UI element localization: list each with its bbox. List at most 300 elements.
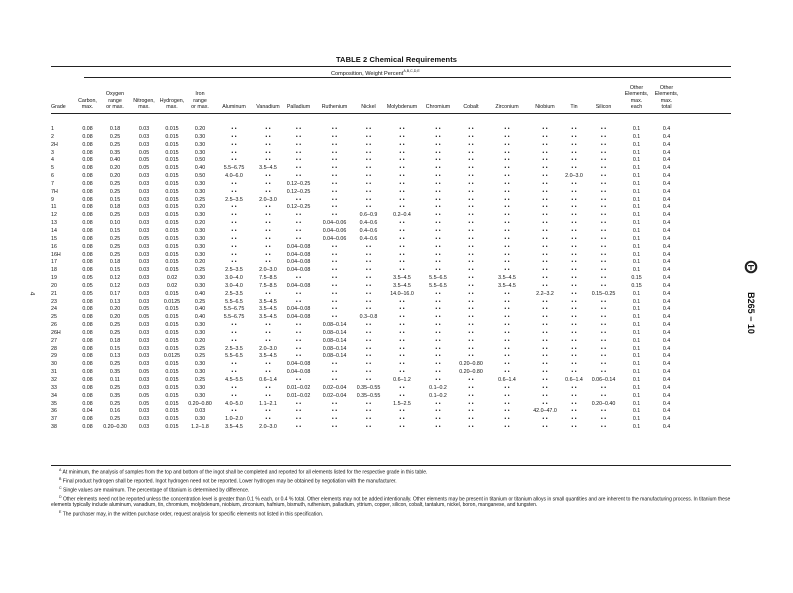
cell-palladium: • •: [295, 424, 302, 431]
cell-zirconium: • •: [504, 384, 510, 391]
cell-cobalt: • •: [468, 416, 474, 423]
cell-nickel: • •: [365, 424, 372, 431]
cell-zirconium: • •: [504, 188, 510, 195]
cell-silicon: • •: [600, 329, 607, 336]
cell-palladium: 0.12–0.25: [286, 188, 311, 195]
cell-other-each: 0.15: [631, 275, 642, 282]
cell-carbon: 0.08: [82, 196, 93, 203]
table-row: [51, 338, 682, 346]
cell-ruthenium: • •: [331, 180, 338, 187]
cell-ruthenium: • •: [331, 416, 338, 423]
cell-nitrogen: 0.03: [138, 126, 150, 132]
composition-rule: [84, 77, 731, 78]
column-header-line: Tin: [570, 104, 578, 111]
cell-carbon: 0.08: [82, 369, 93, 376]
cell-nitrogen: 0.03: [138, 424, 150, 431]
cell-grade: 21: [51, 290, 57, 297]
cell-niobium: • •: [542, 400, 548, 407]
cell-iron: 0.25: [194, 196, 206, 203]
cell-ruthenium: • •: [331, 141, 338, 148]
cell-ruthenium: • •: [331, 369, 338, 376]
cell-aluminum: 4.0–5.0: [225, 400, 243, 407]
cell-grade: 26: [51, 322, 57, 329]
cell-grade: 37: [51, 416, 57, 423]
cell-silicon: • •: [600, 149, 607, 156]
cell-molybdenum: • •: [399, 267, 405, 274]
cell-ruthenium: • •: [331, 314, 338, 321]
cell-zirconium: 3.5–4.5: [498, 275, 516, 282]
cell-nitrogen: 0.05: [138, 149, 150, 156]
column-header-line: max.: [630, 97, 643, 104]
column-header-line: Elements,: [654, 91, 679, 98]
cell-vanadium: • •: [265, 259, 271, 266]
cell-iron: 0.20: [194, 259, 206, 266]
cell-vanadium: • •: [265, 235, 271, 242]
cell-other-total: 0.4: [662, 204, 671, 211]
cell-silicon: • •: [600, 384, 607, 391]
footnote-text: Final product hydrogen shall be reported. Ingot hydrogen need not be reported. Lower hydrogen may be obtained by negotiation with the manufacturer.: [61, 478, 397, 485]
cell-nickel: 0.4–0.6: [359, 235, 378, 242]
table-row: [51, 189, 682, 197]
cell-nitrogen: 0.05: [138, 165, 150, 172]
cell-hydrogen: 0.015: [165, 165, 179, 172]
footnote-mark: E: [59, 509, 62, 514]
cell-chromium: • •: [435, 220, 441, 227]
table-row: [51, 157, 682, 165]
cell-nitrogen: 0.03: [138, 361, 150, 368]
cell-nickel: • •: [365, 204, 372, 211]
cell-cobalt: 0.20–0.80: [459, 369, 483, 376]
cell-other-total: 0.4: [662, 196, 671, 203]
cell-cobalt: • •: [468, 314, 474, 321]
cell-tin: • •: [571, 337, 577, 344]
table-row: [51, 369, 682, 377]
cell-grade: 36: [51, 408, 57, 415]
cell-niobium: • •: [542, 361, 548, 368]
cell-cobalt: • •: [468, 173, 474, 180]
cell-grade: 7H: [51, 188, 58, 195]
cell-silicon: • •: [600, 298, 607, 305]
cell-nickel: • •: [365, 251, 372, 258]
cell-ruthenium: • •: [331, 204, 338, 211]
cell-niobium: • •: [542, 141, 548, 148]
cell-chromium: • •: [435, 369, 441, 376]
cell-molybdenum: • •: [399, 188, 405, 195]
astm-logo-icon: [744, 260, 758, 274]
cell-niobium: • •: [542, 314, 548, 321]
cell-nickel: • •: [365, 408, 372, 415]
cell-aluminum: 3.0–4.0: [225, 275, 243, 282]
cell-vanadium: • •: [265, 322, 271, 329]
cell-ruthenium: • •: [331, 290, 338, 297]
cell-iron: 0.30: [194, 141, 206, 148]
cell-palladium: • •: [295, 227, 302, 234]
cell-molybdenum: • •: [399, 314, 405, 321]
cell-chromium: • •: [435, 243, 441, 250]
cell-oxygen: 0.25: [109, 180, 121, 187]
table-row: [51, 393, 682, 401]
cell-niobium: • •: [542, 377, 548, 383]
cell-tin: • •: [571, 259, 577, 266]
cell-grade: 28: [51, 345, 57, 352]
cell-oxygen: 0.25: [109, 133, 121, 140]
cell-nitrogen: 0.03: [138, 267, 150, 274]
cell-silicon: • •: [600, 416, 607, 423]
cell-nitrogen: 0.03: [138, 204, 150, 211]
column-header-line: Nitrogen,: [133, 97, 155, 104]
cell-ruthenium: • •: [331, 282, 338, 289]
cell-cobalt: 0.20–0.80: [459, 361, 483, 368]
column-header-vanadium: [254, 104, 282, 111]
table-row: [51, 126, 682, 134]
cell-cobalt: • •: [468, 157, 474, 164]
cell-ruthenium: • •: [331, 251, 338, 258]
footnote-text: Other elements need not be reported unless the concentration level is greater than 0.1 % each, or 0.4 % total. Other elements may not be added intentionally. Other elements may be present in titanium or titanium alloys in small quantities and are inherent to the manufacturing process. In titanium these elements typically include aluminum, vanadium, tin, chromium, molybdenum, niobium, zirconium, hafnium, bismuth, ruthenium, palladium, yttrium, copper, silicon, cobalt, tantalum, nickel, boron, manganese, and tungsten.: [51, 496, 731, 509]
cell-chromium: • •: [435, 353, 441, 360]
cell-carbon: 0.08: [82, 157, 93, 164]
table-title: TABLE 2 Chemical Requirements: [335, 55, 458, 64]
cell-chromium: • •: [435, 314, 441, 321]
cell-palladium: • •: [295, 329, 302, 336]
cell-chromium: • •: [435, 400, 441, 407]
cell-silicon: • •: [600, 133, 607, 140]
cell-grade: 32: [51, 377, 57, 383]
cell-ruthenium: • •: [331, 157, 338, 164]
cell-tin: 0.6–1.4: [565, 377, 583, 383]
table-row: [51, 408, 682, 416]
cell-oxygen: 0.25: [109, 416, 121, 423]
cell-zirconium: • •: [504, 173, 510, 180]
cell-carbon: 0.08: [82, 133, 93, 140]
cell-cobalt: • •: [468, 259, 474, 266]
cell-iron: 0.30: [194, 329, 206, 336]
cell-tin: • •: [571, 227, 577, 234]
cell-other-total: 0.4: [662, 149, 671, 156]
cell-palladium: 0.04–0.08: [286, 267, 311, 274]
cell-other-total: 0.4: [662, 243, 671, 250]
cell-niobium: • •: [542, 416, 548, 423]
cell-silicon: • •: [600, 275, 607, 282]
cell-grade: 27: [51, 337, 57, 344]
cell-silicon: • •: [600, 392, 607, 399]
cell-carbon: 0.08: [82, 314, 93, 321]
cell-cobalt: • •: [468, 384, 474, 391]
table-row: [51, 204, 682, 212]
cell-cobalt: • •: [468, 188, 474, 195]
cell-ruthenium: • •: [331, 259, 338, 266]
column-header-iron: [186, 91, 214, 111]
cell-tin: • •: [571, 212, 577, 219]
cell-ruthenium: 0.08–0.14: [322, 345, 347, 352]
cell-hydrogen: 0.015: [165, 235, 179, 242]
cell-niobium: • •: [542, 212, 548, 219]
cell-carbon: 0.08: [82, 392, 93, 399]
cell-nickel: • •: [365, 165, 372, 172]
table-row: [51, 212, 682, 220]
cell-other-each: 0.1: [632, 384, 641, 391]
cell-silicon: • •: [600, 204, 607, 211]
cell-nickel: • •: [365, 157, 372, 164]
cell-vanadium: • •: [265, 212, 271, 219]
cell-iron: 0.50: [194, 157, 206, 164]
cell-silicon: • •: [600, 306, 607, 313]
cell-aluminum: • •: [231, 392, 237, 399]
cell-nickel: • •: [365, 259, 372, 266]
cell-iron: 0.30: [194, 369, 206, 376]
cell-iron: 0.20: [194, 204, 206, 211]
cell-carbon: 0.08: [82, 180, 93, 187]
cell-grade: 11: [51, 204, 57, 211]
cell-zirconium: 0.6–1.4: [498, 377, 516, 383]
cell-tin: • •: [571, 149, 577, 156]
cell-chromium: 5.5–6.5: [429, 282, 447, 289]
cell-niobium: • •: [542, 424, 548, 431]
cell-nickel: • •: [365, 361, 372, 368]
cell-nickel: • •: [365, 306, 372, 313]
table-row: [51, 197, 682, 205]
cell-other-total: 0.4: [662, 322, 671, 329]
cell-vanadium: • •: [265, 227, 271, 234]
cell-cobalt: • •: [468, 424, 474, 431]
cell-vanadium: • •: [265, 243, 271, 250]
table-row: [51, 275, 682, 283]
cell-niobium: • •: [542, 165, 548, 172]
cell-cobalt: • •: [468, 345, 474, 352]
cell-palladium: 0.04–0.08: [286, 306, 311, 313]
cell-tin: • •: [571, 188, 577, 195]
cell-oxygen: 0.15: [109, 267, 121, 274]
cell-oxygen: 0.11: [110, 377, 120, 383]
cell-chromium: • •: [435, 251, 441, 258]
table-row: [51, 236, 682, 244]
cell-oxygen: 0.18: [109, 204, 121, 211]
cell-chromium: • •: [435, 322, 441, 329]
table-row: [51, 173, 682, 181]
footnote-text: At minimum, the analysis of samples from the top and bottom of the ingot shall be completed and reported for all elements listed for the respective grade in this table.: [61, 469, 428, 476]
cell-vanadium: • •: [265, 173, 271, 180]
cell-carbon: 0.08: [82, 165, 93, 172]
cell-other-total: 0.4: [662, 416, 671, 423]
column-header-silicon: [585, 104, 622, 111]
column-header-nitrogen: [130, 98, 158, 111]
cell-grade: 7: [51, 180, 54, 187]
cell-palladium: • •: [295, 126, 302, 132]
cell-chromium: • •: [435, 259, 441, 266]
cell-carbon: 0.08: [82, 149, 93, 156]
cell-niobium: • •: [542, 188, 548, 195]
cell-aluminum: • •: [231, 149, 237, 156]
cell-iron: 0.20–0.80: [188, 400, 212, 407]
column-header-line: Oxygen: [105, 91, 125, 98]
cell-nitrogen: 0.03: [138, 212, 150, 219]
cell-zirconium: • •: [504, 416, 510, 423]
cell-aluminum: • •: [231, 369, 237, 376]
footnote-text: The purchaser may, in the written purchase order, request analysis for specific elements not listed in this specification.: [61, 511, 324, 518]
column-header-line: Nickel: [361, 104, 376, 111]
cell-oxygen: 0.35: [109, 149, 121, 156]
cell-palladium: • •: [295, 345, 302, 352]
cell-carbon: 0.08: [82, 173, 93, 180]
cell-ruthenium: • •: [331, 188, 338, 195]
column-header-line: Carbon,: [78, 97, 97, 104]
cell-ruthenium: • •: [331, 377, 338, 383]
cell-other-each: 0.1: [632, 126, 641, 132]
cell-niobium: • •: [542, 133, 548, 140]
cell-nickel: • •: [365, 337, 372, 344]
cell-niobium: • •: [542, 227, 548, 234]
cell-other-each: 0.1: [632, 322, 641, 329]
cell-chromium: 0.1–0.2: [429, 392, 447, 399]
cell-chromium: • •: [435, 141, 441, 148]
cell-hydrogen: 0.015: [165, 212, 179, 219]
cell-other-each: 0.1: [632, 424, 641, 431]
cell-other-total: 0.4: [662, 306, 671, 313]
cell-aluminum: 4.0–6.0: [225, 173, 243, 180]
cell-oxygen: 0.25: [109, 322, 121, 329]
cell-zirconium: • •: [504, 180, 510, 187]
cell-silicon: • •: [600, 337, 607, 344]
cell-other-each: 0.1: [632, 165, 641, 172]
cell-iron: 0.40: [194, 290, 206, 297]
cell-grade: 2: [51, 133, 54, 140]
cell-palladium: • •: [295, 416, 302, 423]
cell-nickel: • •: [365, 188, 372, 195]
cell-zirconium: • •: [504, 149, 510, 156]
cell-cobalt: • •: [468, 227, 474, 234]
cell-zirconium: • •: [504, 165, 510, 172]
cell-iron: 0.30: [194, 384, 206, 391]
cell-hydrogen: 0.015: [165, 243, 179, 250]
cell-other-each: 0.1: [632, 227, 641, 234]
cell-iron: 0.30: [194, 235, 206, 242]
cell-molybdenum: • •: [399, 353, 405, 360]
cell-oxygen: 0.13: [109, 353, 121, 360]
cell-zirconium: • •: [504, 235, 510, 242]
column-header-line: Aluminum: [222, 104, 246, 111]
cell-molybdenum: • •: [399, 322, 405, 329]
cell-carbon: 0.08: [82, 416, 93, 423]
table-row: [51, 424, 682, 432]
cell-molybdenum: 14.0–16.0: [390, 290, 414, 297]
cell-niobium: • •: [542, 196, 548, 203]
cell-grade: 19: [51, 275, 57, 282]
cell-other-each: 0.1: [632, 400, 641, 407]
cell-oxygen: 0.15: [109, 227, 121, 234]
cell-vanadium: 3.5–4.5: [259, 298, 277, 305]
cell-ruthenium: 0.04–0.06: [322, 220, 347, 227]
cell-nickel: 0.3–0.8: [359, 314, 378, 321]
table-row: [51, 330, 682, 338]
cell-chromium: • •: [435, 424, 441, 431]
cell-other-each: 0.1: [632, 243, 641, 250]
cell-hydrogen: 0.015: [165, 259, 179, 266]
cell-nickel: • •: [365, 416, 372, 423]
column-header-line: Hydrogen,: [159, 97, 185, 104]
cell-cobalt: • •: [468, 251, 474, 258]
cell-niobium: • •: [542, 384, 548, 391]
cell-ruthenium: • •: [331, 243, 338, 250]
column-header-line: Niobium: [535, 104, 555, 111]
cell-tin: • •: [571, 384, 577, 391]
cell-vanadium: • •: [265, 251, 271, 258]
cell-nickel: • •: [365, 180, 372, 187]
cell-palladium: • •: [295, 149, 302, 156]
cell-palladium: • •: [295, 157, 302, 164]
cell-other-each: 0.1: [632, 337, 641, 344]
cell-molybdenum: • •: [399, 243, 405, 250]
cell-chromium: • •: [435, 149, 441, 156]
cell-aluminum: 2.5–3.5: [225, 267, 243, 274]
cell-oxygen: 0.12: [109, 282, 121, 289]
cell-molybdenum: • •: [399, 329, 405, 336]
cell-other-each: 0.1: [632, 204, 641, 211]
cell-nitrogen: 0.03: [138, 188, 150, 195]
cell-zirconium: • •: [504, 298, 510, 305]
cell-tin: • •: [571, 392, 577, 399]
cell-other-total: 0.4: [662, 400, 671, 407]
cell-chromium: • •: [435, 196, 441, 203]
table-row: [51, 322, 682, 330]
cell-grade: 23: [51, 298, 57, 305]
column-header-line: Molybdenum: [386, 104, 418, 111]
cell-nitrogen: 0.03: [138, 345, 150, 352]
cell-palladium: 0.04–0.08: [286, 369, 311, 376]
cell-ruthenium: • •: [331, 400, 338, 407]
cell-zirconium: • •: [504, 157, 510, 164]
cell-palladium: • •: [295, 290, 302, 297]
cell-iron: 0.20: [194, 126, 206, 132]
cell-chromium: • •: [435, 212, 441, 219]
cell-palladium: 0.04–0.08: [286, 282, 311, 289]
cell-aluminum: • •: [231, 157, 237, 164]
cell-nitrogen: 0.03: [138, 298, 150, 305]
cell-silicon: • •: [600, 424, 607, 431]
cell-palladium: • •: [295, 275, 302, 282]
column-header-line: Cobalt: [463, 104, 479, 111]
cell-iron: 0.30: [194, 180, 206, 187]
cell-carbon: 0.08: [82, 361, 93, 368]
page-number: 4: [28, 291, 36, 296]
cell-hydrogen: 0.015: [165, 377, 179, 383]
cell-aluminum: 5.5–6.5: [225, 298, 243, 305]
cell-hydrogen: 0.015: [165, 361, 179, 368]
cell-other-each: 0.1: [632, 157, 641, 164]
table-row: [51, 314, 682, 322]
cell-oxygen: 0.20: [109, 306, 121, 313]
cell-other-total: 0.4: [662, 298, 671, 305]
cell-aluminum: • •: [231, 220, 237, 227]
cell-silicon: • •: [600, 165, 607, 172]
cell-palladium: • •: [295, 353, 302, 360]
cell-tin: • •: [571, 322, 577, 329]
cell-molybdenum: • •: [399, 408, 405, 415]
cell-vanadium: 2.0–3.0: [259, 345, 277, 352]
cell-aluminum: 5.5–6.75: [223, 306, 245, 313]
cell-palladium: • •: [295, 400, 302, 407]
cell-cobalt: • •: [468, 196, 474, 203]
cell-grade: 1: [51, 126, 54, 132]
cell-ruthenium: • •: [331, 149, 338, 156]
cell-nitrogen: 0.05: [138, 235, 150, 242]
cell-silicon: • •: [600, 196, 607, 203]
cell-chromium: • •: [435, 345, 441, 352]
cell-chromium: • •: [435, 227, 441, 234]
standard-designation: B265 − 10: [745, 292, 756, 334]
cell-tin: • •: [571, 282, 577, 289]
cell-nickel: • •: [365, 141, 372, 148]
cell-palladium: • •: [295, 133, 302, 140]
column-header-line: max.: [166, 104, 178, 111]
